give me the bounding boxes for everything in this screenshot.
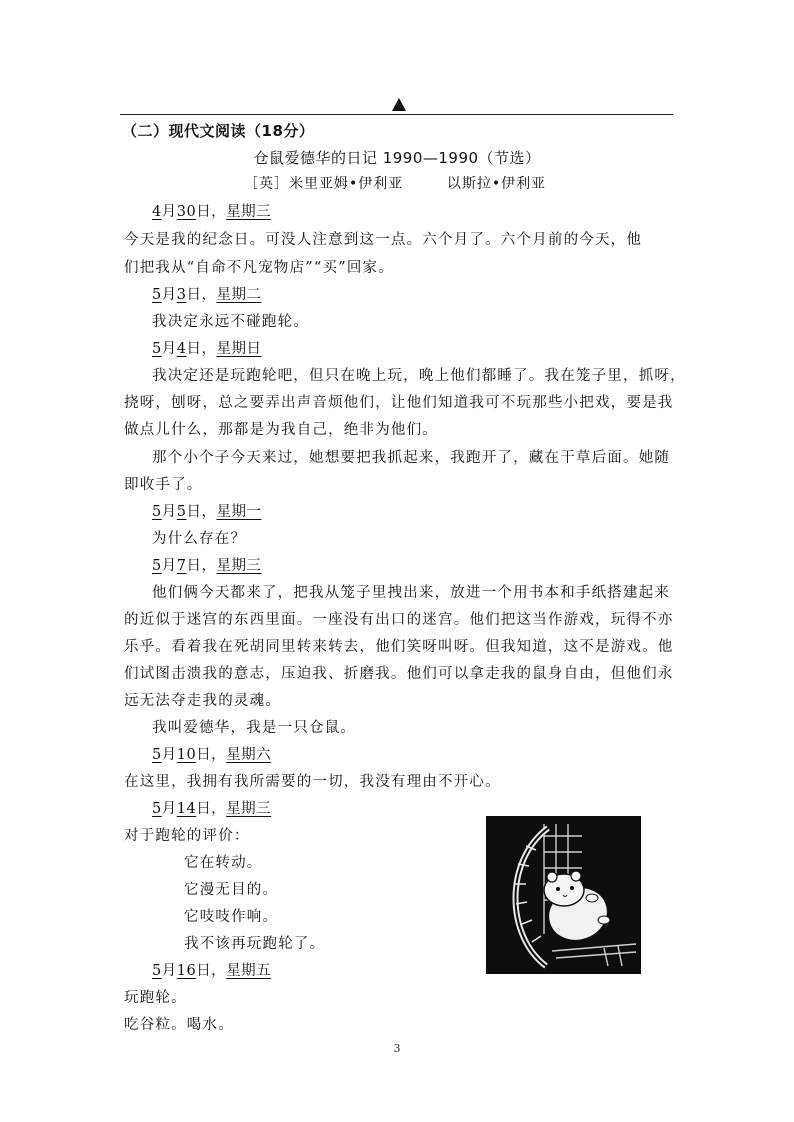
text-line: 远无法夺走我的灵魂。	[124, 693, 281, 709]
text-line: 做点儿什么，那都是为我自己，绝非为他们。	[124, 422, 438, 438]
text-line: 挠呀，刨呀，总之要弄出声音烦他们，让他们知道我可不玩那些小把戏，要是我	[124, 395, 674, 411]
diary-date: 5月3日，星期二	[152, 287, 262, 303]
diary-date: 5月16日，星期五	[152, 963, 272, 979]
byline: ［英］米里亚姆•伊利亚 以斯拉•伊利亚	[244, 176, 547, 192]
text-line: 他们俩今天都来了，把我从笼子里拽出来，放进一个用书本和手纸搭建起来	[152, 585, 671, 601]
section-marker-icon	[392, 98, 406, 111]
top-divider	[120, 114, 673, 115]
diary-date: 5月5日，星期一	[152, 504, 262, 520]
text-line: 的近似于迷宫的东西里面。一座没有出口的迷宫。他们把这当作游戏，玩得不亦	[124, 612, 674, 628]
diary-date: 5月7日，星期三	[152, 558, 262, 574]
diary-date: 4月30日，星期三	[152, 204, 272, 220]
text-line: 它吱吱作响。	[184, 909, 279, 925]
text-line: 我不该再玩跑轮了。	[184, 936, 326, 952]
diary-date: 5月14日，星期三	[152, 801, 272, 817]
text-line: 乐乎。看着我在死胡同里转来转去，他们笑呀叫呀。但我知道，这不是游戏。他	[124, 639, 674, 655]
diary-date: 5月10日，星期六	[152, 747, 272, 763]
text-line: 玩跑轮。	[124, 990, 187, 1006]
text-line: 那个小个子今天来过，她想要把我抓起来，我跑开了，藏在干草后面。她随	[152, 450, 671, 466]
hamster-wheel-icon	[486, 816, 641, 974]
page-number: 3	[393, 1042, 401, 1055]
text-line: 在这里，我拥有我所需要的一切，我没有理由不开心。	[124, 774, 501, 790]
text-line: 今天是我的纪念日。可没人注意到这一点。六个月了。六个月前的今天，他	[124, 232, 643, 248]
section-heading: （二）现代文阅读（18分）	[122, 122, 315, 140]
text-line: 对于跑轮的评价：	[124, 828, 250, 844]
article-title: 仓鼠爱德华的日记 1990—1990（节选）	[253, 149, 541, 167]
hamster-wheel-illustration	[486, 816, 641, 974]
text-line: 我决定永远不碰跑轮。	[152, 314, 309, 330]
text-line: 它在转动。	[184, 855, 263, 871]
text-line: 我叫爱德华，我是一只仓鼠。	[152, 720, 357, 736]
text-line: 们把我从“自命不凡宠物店”“买”回家。	[124, 260, 394, 276]
text-line: 吃谷粒。喝水。	[124, 1017, 234, 1033]
text-line: 我决定还是玩跑轮吧，但只在晚上玩，晚上他们都睡了。我在笼子里，抓呀，	[152, 368, 686, 384]
text-line: 它漫无目的。	[184, 882, 279, 898]
diary-date: 5月4日，星期日	[152, 341, 262, 357]
text-line: 们试图击溃我的意志，压迫我、折磨我。他们可以拿走我的鼠身自由，但他们永	[124, 666, 674, 682]
text-line: 为什么存在？	[152, 531, 247, 547]
text-line: 即收手了。	[124, 477, 203, 493]
